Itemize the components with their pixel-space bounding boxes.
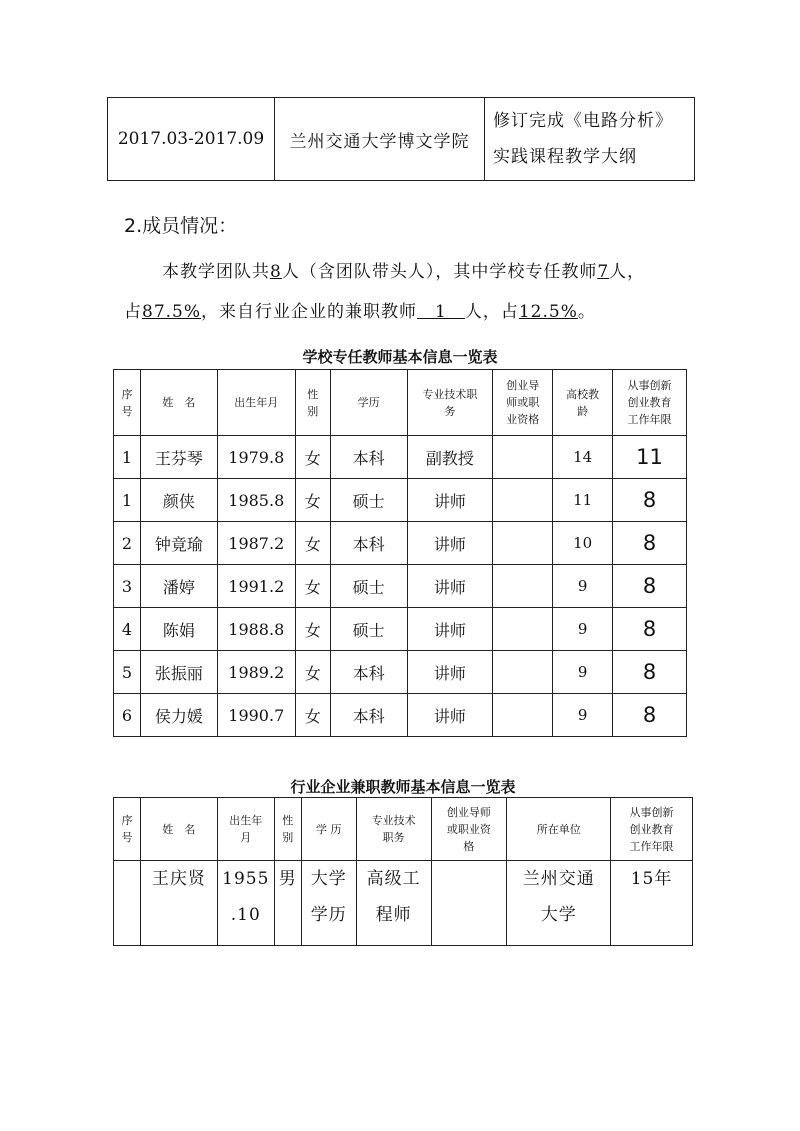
cell-teaching-years: 9 bbox=[553, 651, 613, 694]
parttime-table-caption: 行业企业兼职教师基本信息一览表 bbox=[290, 778, 516, 796]
cell-title: 讲师 bbox=[407, 651, 493, 694]
cell-teaching-years: 9 bbox=[553, 608, 613, 651]
cell-title: 讲师 bbox=[407, 565, 493, 608]
header-edu: 学历 bbox=[330, 370, 407, 436]
cell-no bbox=[114, 861, 141, 946]
cell-sex: 男 bbox=[274, 861, 301, 946]
cell-birth: 1990.7 bbox=[217, 694, 295, 737]
cell-edu bbox=[301, 861, 356, 946]
cell-teaching-years: 14 bbox=[553, 436, 613, 479]
cell-innovation-years: 8 bbox=[613, 565, 687, 608]
cell-line: 学历 bbox=[310, 905, 347, 925]
hdr-line: 专业技术 bbox=[371, 814, 416, 827]
hdr-line: 性 bbox=[282, 814, 294, 827]
table-row bbox=[114, 436, 687, 479]
cell-edu: 本科 bbox=[330, 651, 407, 694]
text: 人，占 bbox=[464, 302, 519, 322]
section-heading: 2.成员情况： bbox=[124, 215, 238, 237]
cell-innovation-years: 15年 bbox=[611, 861, 693, 946]
total-count: 8 bbox=[270, 262, 282, 282]
cell-line: 高级工 bbox=[366, 869, 421, 889]
project-table bbox=[107, 97, 695, 181]
cell-sex: 女 bbox=[295, 522, 330, 565]
cell-name: 潘婷 bbox=[140, 565, 217, 608]
header-title bbox=[356, 798, 431, 861]
cell-title: 讲师 bbox=[407, 522, 493, 565]
header-teaching-years bbox=[553, 370, 613, 436]
hdr-line: 从事创新 bbox=[627, 379, 672, 392]
header-unit: 所在单位 bbox=[507, 798, 611, 861]
cell-title: 讲师 bbox=[407, 694, 493, 737]
cell-sex: 女 bbox=[295, 608, 330, 651]
table-row bbox=[114, 479, 687, 522]
cell-sex: 女 bbox=[295, 436, 330, 479]
cell-birth: 1985.8 bbox=[217, 479, 295, 522]
hdr-line: 出生年 bbox=[229, 814, 263, 827]
hdr-line: 师或职 bbox=[506, 396, 540, 409]
hdr-line: 创业导 bbox=[506, 379, 540, 392]
cell-edu: 硕士 bbox=[330, 565, 407, 608]
header-birth: 出生年月 bbox=[217, 370, 295, 436]
cell-line: .10 bbox=[230, 905, 261, 925]
cell-innovation-years: 8 bbox=[613, 522, 687, 565]
hdr-line: 格 bbox=[463, 839, 475, 853]
cell-title bbox=[356, 861, 431, 946]
header-name: 姓 名 bbox=[140, 370, 217, 436]
org-cell: 兰州交通大学博文学院 bbox=[275, 98, 485, 181]
hdr-line: 务 bbox=[444, 404, 456, 418]
header-no bbox=[114, 370, 141, 436]
cell-teaching-years: 10 bbox=[553, 522, 613, 565]
header-mentor bbox=[431, 798, 507, 861]
cell-birth: 1991.2 bbox=[217, 565, 295, 608]
hdr-line: 或职业资 bbox=[446, 822, 491, 836]
hdr-line: 别 bbox=[282, 831, 294, 844]
cell-mentor bbox=[493, 479, 553, 522]
cell-mentor bbox=[431, 861, 507, 946]
fulltime-count: 7 bbox=[597, 262, 610, 282]
hdr-line: 序 bbox=[121, 387, 133, 401]
cell-innovation-years: 11 bbox=[613, 436, 687, 479]
cell-innovation-years: 8 bbox=[613, 479, 687, 522]
cell-title: 讲师 bbox=[407, 479, 493, 522]
cell-line: 程师 bbox=[375, 905, 412, 925]
table-row bbox=[108, 98, 695, 181]
cell-edu: 本科 bbox=[330, 522, 407, 565]
table-row bbox=[114, 608, 687, 651]
cell-birth: 1987.2 bbox=[217, 522, 295, 565]
hdr-line: 龄 bbox=[577, 404, 589, 418]
cell-no: 5 bbox=[114, 651, 141, 694]
cell-unit bbox=[507, 861, 611, 946]
cell-mentor bbox=[493, 651, 553, 694]
hdr-line: 号 bbox=[121, 404, 133, 418]
desc-line: 修订完成《电路分析》 bbox=[493, 111, 673, 131]
cell-mentor bbox=[493, 522, 553, 565]
hdr-line: 别 bbox=[307, 404, 319, 418]
desc-cell bbox=[485, 98, 695, 181]
header-edu: 学 历 bbox=[301, 798, 356, 861]
header-innovation-years bbox=[611, 798, 693, 861]
table-row bbox=[114, 694, 687, 737]
hdr-line: 创业教育 bbox=[627, 396, 672, 409]
header-mentor bbox=[493, 370, 553, 436]
cell-edu: 硕士 bbox=[330, 479, 407, 522]
cell-teaching-years: 9 bbox=[553, 694, 613, 737]
hdr-line: 性 bbox=[307, 387, 319, 401]
header-sex bbox=[295, 370, 330, 436]
hdr-line: 工作年限 bbox=[629, 839, 674, 853]
cell-innovation-years: 8 bbox=[613, 608, 687, 651]
hdr-line: 创业教育 bbox=[629, 822, 674, 836]
header-no bbox=[114, 798, 141, 861]
table-row bbox=[114, 861, 693, 946]
table-row bbox=[114, 565, 687, 608]
cell-no: 3 bbox=[114, 565, 141, 608]
hdr-line: 职务 bbox=[382, 831, 405, 844]
cell-line: 大学 bbox=[310, 869, 347, 889]
cell-birth bbox=[217, 861, 274, 946]
cell-innovation-years: 8 bbox=[613, 694, 687, 737]
cell-name: 颜侠 bbox=[140, 479, 217, 522]
cell-no: 1 bbox=[114, 436, 141, 479]
cell-line: 兰州交通 bbox=[522, 869, 595, 889]
cell-name: 陈娟 bbox=[140, 608, 217, 651]
hdr-line: 工作年限 bbox=[627, 413, 672, 426]
cell-sex: 女 bbox=[295, 651, 330, 694]
cell-sex: 女 bbox=[295, 565, 330, 608]
table-row bbox=[114, 522, 687, 565]
cell-teaching-years: 9 bbox=[553, 565, 613, 608]
parttime-percent: 12.5% bbox=[518, 302, 578, 322]
cell-no: 1 bbox=[114, 479, 141, 522]
text: 人， bbox=[609, 262, 646, 282]
cell-sex: 女 bbox=[295, 479, 330, 522]
header-title bbox=[407, 370, 493, 436]
summary-line-2 bbox=[124, 297, 596, 322]
cell-teaching-years: 11 bbox=[553, 479, 613, 522]
header-innovation-years bbox=[613, 370, 687, 436]
cell-mentor bbox=[493, 565, 553, 608]
cell-name: 王庆贤 bbox=[140, 861, 217, 946]
cell-no: 6 bbox=[114, 694, 141, 737]
cell-mentor bbox=[493, 436, 553, 479]
cell-edu: 本科 bbox=[330, 694, 407, 737]
hdr-line: 创业导师 bbox=[446, 805, 491, 819]
cell-name: 张振丽 bbox=[140, 651, 217, 694]
cell-innovation-years: 8 bbox=[613, 651, 687, 694]
cell-edu: 本科 bbox=[330, 436, 407, 479]
cell-name: 侯力媛 bbox=[140, 694, 217, 737]
text: 占 bbox=[124, 302, 142, 322]
cell-mentor bbox=[493, 608, 553, 651]
parttime-table bbox=[113, 797, 693, 946]
desc-line: 实践课程教学大纲 bbox=[493, 147, 637, 167]
cell-edu: 硕士 bbox=[330, 608, 407, 651]
cell-sex: 女 bbox=[295, 694, 330, 737]
cell-no: 4 bbox=[114, 608, 141, 651]
header-name: 姓 名 bbox=[140, 798, 217, 861]
cell-name: 王芬琴 bbox=[140, 436, 217, 479]
hdr-line: 业资格 bbox=[506, 413, 540, 426]
text: ，来自行业企业的兼职教师 bbox=[201, 302, 418, 322]
cell-mentor bbox=[493, 694, 553, 737]
cell-line: 1955 bbox=[222, 869, 270, 889]
cell-birth: 1979.8 bbox=[217, 436, 295, 479]
text: 人（含团队带头人），其中学校专任教师 bbox=[281, 262, 598, 282]
period-cell: 2017.03-2017.09 bbox=[108, 98, 275, 181]
summary-line-1 bbox=[162, 257, 645, 282]
cell-birth: 1988.8 bbox=[217, 608, 295, 651]
hdr-line: 号 bbox=[121, 831, 133, 844]
teachers-table bbox=[113, 369, 687, 737]
cell-title: 讲师 bbox=[407, 608, 493, 651]
cell-birth: 1989.2 bbox=[217, 651, 295, 694]
table-header-row bbox=[114, 798, 693, 861]
hdr-line: 序 bbox=[121, 814, 133, 827]
hdr-line: 高校教 bbox=[566, 387, 600, 401]
hdr-line: 从事创新 bbox=[629, 805, 674, 819]
text: 本教学团队共 bbox=[162, 262, 270, 282]
table-header-row bbox=[114, 370, 687, 436]
fulltime-percent: 87.5% bbox=[142, 302, 202, 322]
header-birth bbox=[217, 798, 274, 861]
hdr-line: 月 bbox=[240, 831, 252, 844]
cell-name: 钟竟瑜 bbox=[140, 522, 217, 565]
hdr-line: 专业技术职 bbox=[422, 387, 478, 401]
text: 。 bbox=[577, 302, 596, 322]
header-sex bbox=[274, 798, 301, 861]
cell-line: 大学 bbox=[540, 905, 577, 925]
table-row bbox=[114, 651, 687, 694]
cell-no: 2 bbox=[114, 522, 141, 565]
cell-title: 副教授 bbox=[407, 436, 493, 479]
parttime-count: 1 bbox=[417, 302, 465, 322]
teachers-table-caption: 学校专任教师基本信息一览表 bbox=[302, 348, 498, 366]
